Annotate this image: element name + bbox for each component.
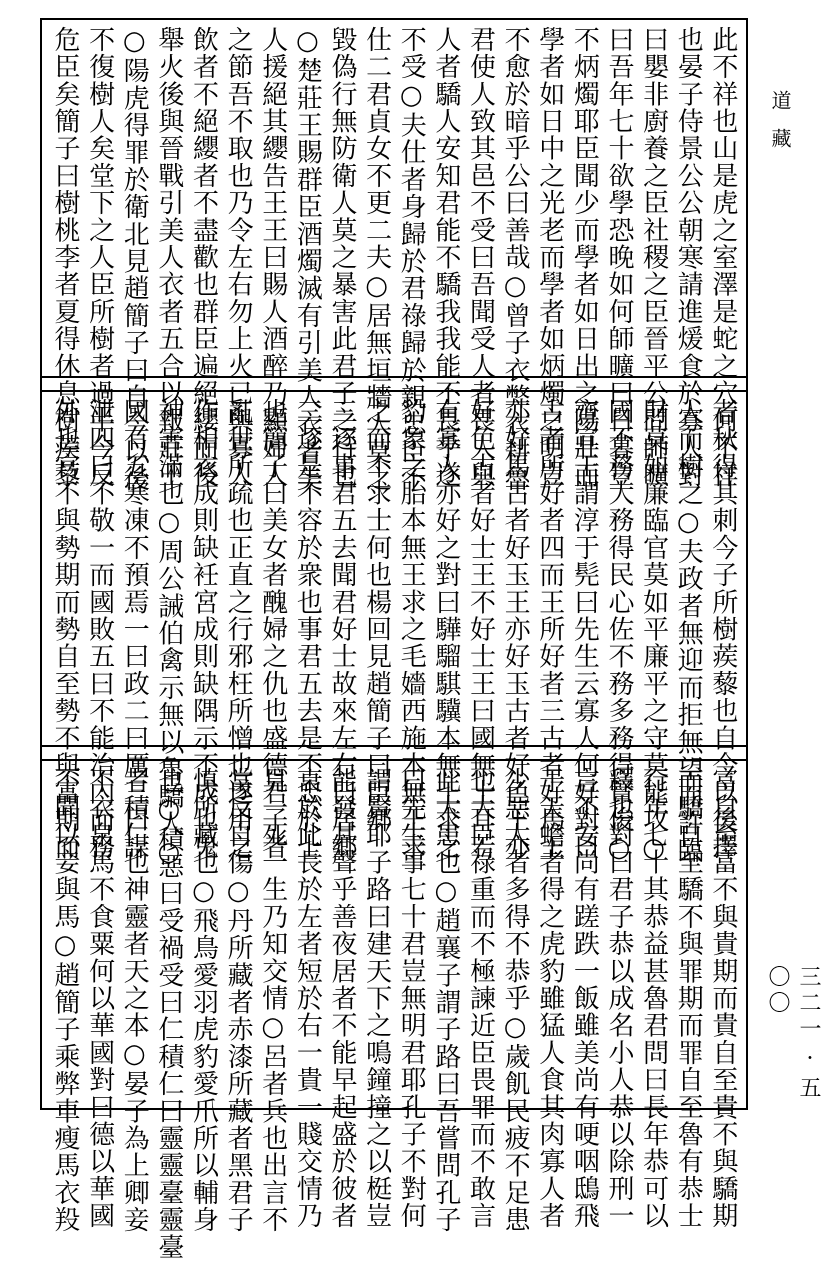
text-column: 富自至富不與貴期而貴自至貴不與驕期 <box>707 767 738 1230</box>
text-column: 者積仁也神靈者天之本○晏子為上卿妾 <box>119 767 150 1234</box>
column-group <box>50 26 738 493</box>
text-column: 作相衣成則缺衽宮成則缺隅示不成也鬼 <box>188 398 219 861</box>
text-column: 見一死一生乃知交情○呂者兵也出言不 <box>257 767 288 1234</box>
text-column: 三逐是不容於衆也事君五去是不忠於上 <box>292 398 323 861</box>
text-column: 能發其聲乎善夜居者不能早起盛於彼者 <box>327 767 357 1230</box>
text-column: 曰嬰非廚養之臣社稷之臣晉平公問師曠 <box>638 26 669 489</box>
text-column: 也○積惡曰受禍受曰仁積仁曰靈靈臺靈臺 <box>153 767 184 1261</box>
text-column: 也晏子侍景公公朝寒請進煖食於寡人對 <box>673 26 704 489</box>
text-column: 舉火後與晉戰引美人衣者五合以報莊王 <box>153 26 184 489</box>
text-column: 人者驕人安知君能不驕我我能不畏乎遂 <box>430 26 461 489</box>
text-column: 亦好馬古者好玉王亦好玉古者好色王亦 <box>500 398 531 861</box>
text-column: 不受○夫仕者身歸於君祿歸於親忠臣不 <box>396 26 427 493</box>
text-column: 衰於此長於左者短於右一貴一賤交情乃 <box>292 767 323 1230</box>
text-column: 言不安尚有蹉跌一飯雖美尚有哽咽鴟飛 <box>569 767 600 1230</box>
text-column: 三逐事君五去聞君好士故來左右曰居鄉 <box>327 398 357 861</box>
text-column: 當反自傷○丹所藏者赤漆所藏者黑君子 <box>223 767 254 1234</box>
text-column: 國有五寒凍不預焉一曰政二曰厲三曰謀 <box>119 398 150 861</box>
text-column: 神害滿也○周公誡伯禽示無以魯驕人○ <box>153 398 184 869</box>
text-column: 不復樹人矣堂下之人臣所樹者過半今反 <box>84 26 115 489</box>
text-column: 人援絕其纓告王王曰賜人酒醉乃顯婦人 <box>257 26 288 489</box>
text-column: 釋也對曰君子恭以成名小人恭以除刑一 <box>604 767 634 1230</box>
text-column: 泄四曰不敬一而國敗五曰不能治內而務 <box>84 398 115 861</box>
text-column: 亂世所疏也正直之行邪枉所憎也遂用之 <box>223 398 254 861</box>
text-column: 古者所好者四而王所好者三古者好馬王 <box>534 398 565 861</box>
text-column: 謂賢耶子路曰建天下之鳴鐘撞之以梃豈 <box>361 767 392 1230</box>
text-column: 行年七十其恭益甚魯君問曰長年恭可以 <box>638 767 669 1230</box>
text-column: 不衣帛馬不食粟何以華國對曰德以華國 <box>84 767 115 1230</box>
text-column: 也大臣祿重而不極諫近臣畏罪而不敢言 <box>465 767 496 1230</box>
text-column: 人而樹之○夫政者無迎而拒無望而許臨 <box>673 398 704 865</box>
text-column: 齊宣王謂淳于髡曰先生云寡人何好對曰 <box>569 398 600 861</box>
text-column: 外也官不與勢期而勢自至勢不與富期而 <box>50 398 80 861</box>
text-column: 仕二君貞女不更二夫○居無垣牆人莫之 <box>361 26 392 493</box>
column-group <box>50 398 738 869</box>
text-column: 而驕自至驕不與罪期而罪自至魯有恭士 <box>673 767 704 1230</box>
text-column: 危臣矣簡子曰樹桃李者夏得休息樹蒺藜 <box>50 26 80 489</box>
page-frame <box>40 18 748 1261</box>
text-column: ○陽虎得罪於衛北見趙簡子曰自今以後 <box>119 26 150 493</box>
text-column: 君使人致其邑不受曰吾聞受人者畏人與 <box>465 26 496 489</box>
panel-divider <box>42 745 746 759</box>
text-column: 飲者不絕纓者不盡歡也群臣遍絕纓而後 <box>188 26 219 489</box>
text-column: 不炳燭耶臣聞少而學者如日出之陽壯而 <box>569 26 600 489</box>
text-column: 之而不求士何也楊回見趙簡子曰臣鄉 <box>361 398 392 834</box>
text-column: 毀偽行無防衛人莫之暴害此君子之行也 <box>327 26 357 489</box>
column-group <box>50 767 738 1261</box>
text-column: 學者如日中之光老而學者如炳燭之明豈 <box>534 26 565 489</box>
text-column: 不聞以妾與馬○趙簡子乘弊車瘦馬衣羖 <box>50 767 80 1234</box>
text-column: 豹象之胎本無王求之毛嬙西施本無王求 <box>396 398 427 861</box>
text-column: 慎所藏也○飛鳥愛羽虎豹愛爪所以輔身 <box>188 767 219 1234</box>
text-column: 于天蟾者得之虎豹雖猛人食其肉寡人者 <box>534 767 565 1230</box>
text-panel-bottom <box>42 759 746 1261</box>
text-column: 財莫如廉臨官莫如平廉平之守莫能攻○ <box>638 398 669 865</box>
text-column: 者秋得其刺今子所樹蒺藜也自今以後擇 <box>707 398 738 861</box>
text-column: 有寡人亦好之對曰驊騮騏驥本無王求之 <box>430 398 461 861</box>
text-column: 此大患也○趙襄子謂子路曰吾嘗問孔子 <box>430 767 461 1234</box>
text-column: 少惡人者多得不恭乎○歲飢民疲不足患 <box>500 767 531 1234</box>
text-column: 國不務大務得民心佐不務多務得賢俊○ <box>604 398 634 865</box>
text-column: ○楚莊王賜群臣酒燭滅有引美人衣者美 <box>292 26 323 493</box>
text-column: 曰吾年七十欲學恐晚如何師曠曰日暮豈 <box>604 26 634 489</box>
text-column: 好色古者好士王不好士王曰國無士耳若 <box>465 398 496 861</box>
text-column: 也簡子曰美女者醜婦之仇也盛德君子者 <box>257 398 288 861</box>
collection-label: 道藏 <box>768 90 792 166</box>
page-number: 三二一 · 五〇〇 <box>765 965 821 1102</box>
text-column: 之節吾不取也乃令左右勿上火已與寡人 <box>223 26 254 489</box>
text-column: 曰先生事七十君豈無明君耶孔子不對何 <box>396 767 427 1230</box>
text-panel-middle <box>42 390 746 869</box>
text-column: 不愈於暗乎公曰善哉○曾子衣弊衣耕魯 <box>500 26 531 493</box>
text-column: 此不祥也山是虎之室澤是蛇之穴何不祥 <box>707 26 738 489</box>
text-panel-top <box>42 20 746 493</box>
panel-divider <box>42 376 746 390</box>
